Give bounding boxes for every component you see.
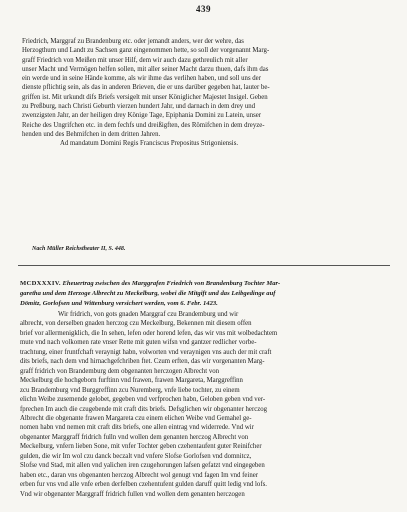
heading-title-line: garetha und dem Herzoge Albrecht zu Meckelburg, wobei die Mitgift und das Leibgedinge auf [20,290,276,297]
text-line: Albrecht die obgenante frawen Margareta czu einem elichen Weibe vnd Gemahel ge- [20,414,252,422]
text-line: zu Preßburg, nach Christi Geburth vierzen hundert Jahr, und darnach in dem drey und [22,103,256,111]
heading-line [20,279,392,289]
text-line: dits briefs, nach dem vnd hirnachgefchriben ftet. Czum erften, das wir vorgenanten Marg- [20,358,265,366]
source-note: Nach Müller Reichstheater II, S. 448. [32,246,126,252]
text-line: albrecht, von derselben gnaden herczog czu Meckelburg, Bekennen mit diesem offen [20,320,252,328]
text-line: zwenzigsten Jahr, an der heiligen drey Könige Tage, Epiphania Domini zu Latein, unser [22,112,262,120]
text-line: nomen habn vnd nemen mit craft dits briefs, one allen eintrag vnd widerrede. Vnd wir [20,424,254,432]
text-line: Wir fridrich, von gots gnaden Marggraf czu Brandemburg und wir [58,311,239,318]
text-line: henden und des Behmifchen in dem dritten Jahren. [22,130,161,138]
text-line: graff fridrich von Brandemburg dem obgenanten herczogen Albrecht von [20,367,220,375]
text-line: fprechen Im auch die czugebende mit craft dits briefs. Defsglichen wir obgenanter herczog [20,405,268,413]
text-line: unser Macht und Vermögen helfen sollen, mit aller seiner Macht darzu thuen, dafs ihm das [22,65,269,73]
text-line: mute vnd nach volkomen rate vnser Rette mit guten wifsn vnd gantzer redlicher vorbe- [20,339,257,347]
text-line: Friedrich, Marggraf zu Brandenburg etc. oder jemandt anders, wer der wehre, das [22,38,244,45]
text-line: griffen ist. Mit urkundt difs Briefs versigelt mit unser Königlicher Majestet Insigel. Geben [22,93,268,101]
closing-line: Ad mandatum Domini Regis Franciscus Prepositus Strigoniensis. [60,140,239,148]
document-number: MCDXXXIV. [20,280,61,287]
heading-title-line: Dömitz, Gorlofsen und Wittenburg versichert werden, vom 6. Febr. 1423. [20,300,218,307]
text-line: trachtung, einer fruntfchaft veraynigt habn, volworten vnd veraynigen vns auch der mit craft [20,348,272,356]
heading-title-line: Eheuertrag zwischen des Marggrafen Friedrich von Brandenburg Tochter Mar- [60,280,281,287]
text-line: Slofse vnd Stad, mit allen vnd yalichen iren czugehorungen lafsen gefatzt vnd eingegeben [20,462,265,470]
text-line: zcu Brandemburg vnd Burggreffinn zcu Nuremberg, vnfe liebe tochter, zu einem [20,386,240,394]
text-line: dienste pflichtig sein, als das in anderen Brieven, die er uns darüber gegeben hat, lauter be- [22,84,270,92]
text-line: elichn Weibe zusemende gelobet, gegeben vnd verfprochen habn, Geloben geben vnd ver- [20,396,266,404]
text-line: haben etc., daran vns obgenanten herczog Albrecht wol genugt vnd fagen Im vnd feiner [20,471,258,479]
text-line: gulden, die wir Im wol czu danck beczalt vnd vnfere Slofse Gorlofsen vnd domnitcz, [20,452,252,460]
continued-charter-text [22,37,390,149]
text-line: brief vor allermenigklich, die In sehen, lefen oder horend lefen, das wir vns mit wolbedachtem [20,329,278,337]
text-line: Meckelburg die hochgeborn furftinn vnd frawen, frawen Margareta, Marggreffinn [20,377,243,385]
text-line: ein werde und in seine Hände komme, als wir ihme das verlihen haben, und soll uns der [22,75,261,83]
text-line: Reiche des Ungrifchen etc. in dem fechfs und dreißigften, des Römifchen in dem dreyze- [22,121,265,129]
text-line: graff Friedrich von Meißen mit unser Hilf, dem wir auch dazu gethreulich mit aller [22,56,248,64]
text-line: Vnd wir obgenanter Marggraff fridrich fullen vnd wollen dem genanten herczogen [20,490,245,498]
charter-body [20,310,392,499]
text-line: erben fur vns vnd alle vnfe erben derfelben czehentufent gulden daruff quitt ledig vnd lofs. [20,481,267,489]
document-heading [20,279,392,309]
text-line: Meckelburg, vnfern lieben Sone, mit vnfer Tochter geben czehentaufent guter Reinifcher [20,443,262,451]
text-line: obgenanter Marggraff fridrich fulln vnd wollen dem genanten herczog Albrecht von [20,433,249,441]
page-number: 439 [196,4,211,14]
text-line: Herzogthum und Landt zu Sachsen ganz eingenommen hette, so soll der vorgenannt Marg- [22,47,270,55]
section-divider [18,265,390,266]
